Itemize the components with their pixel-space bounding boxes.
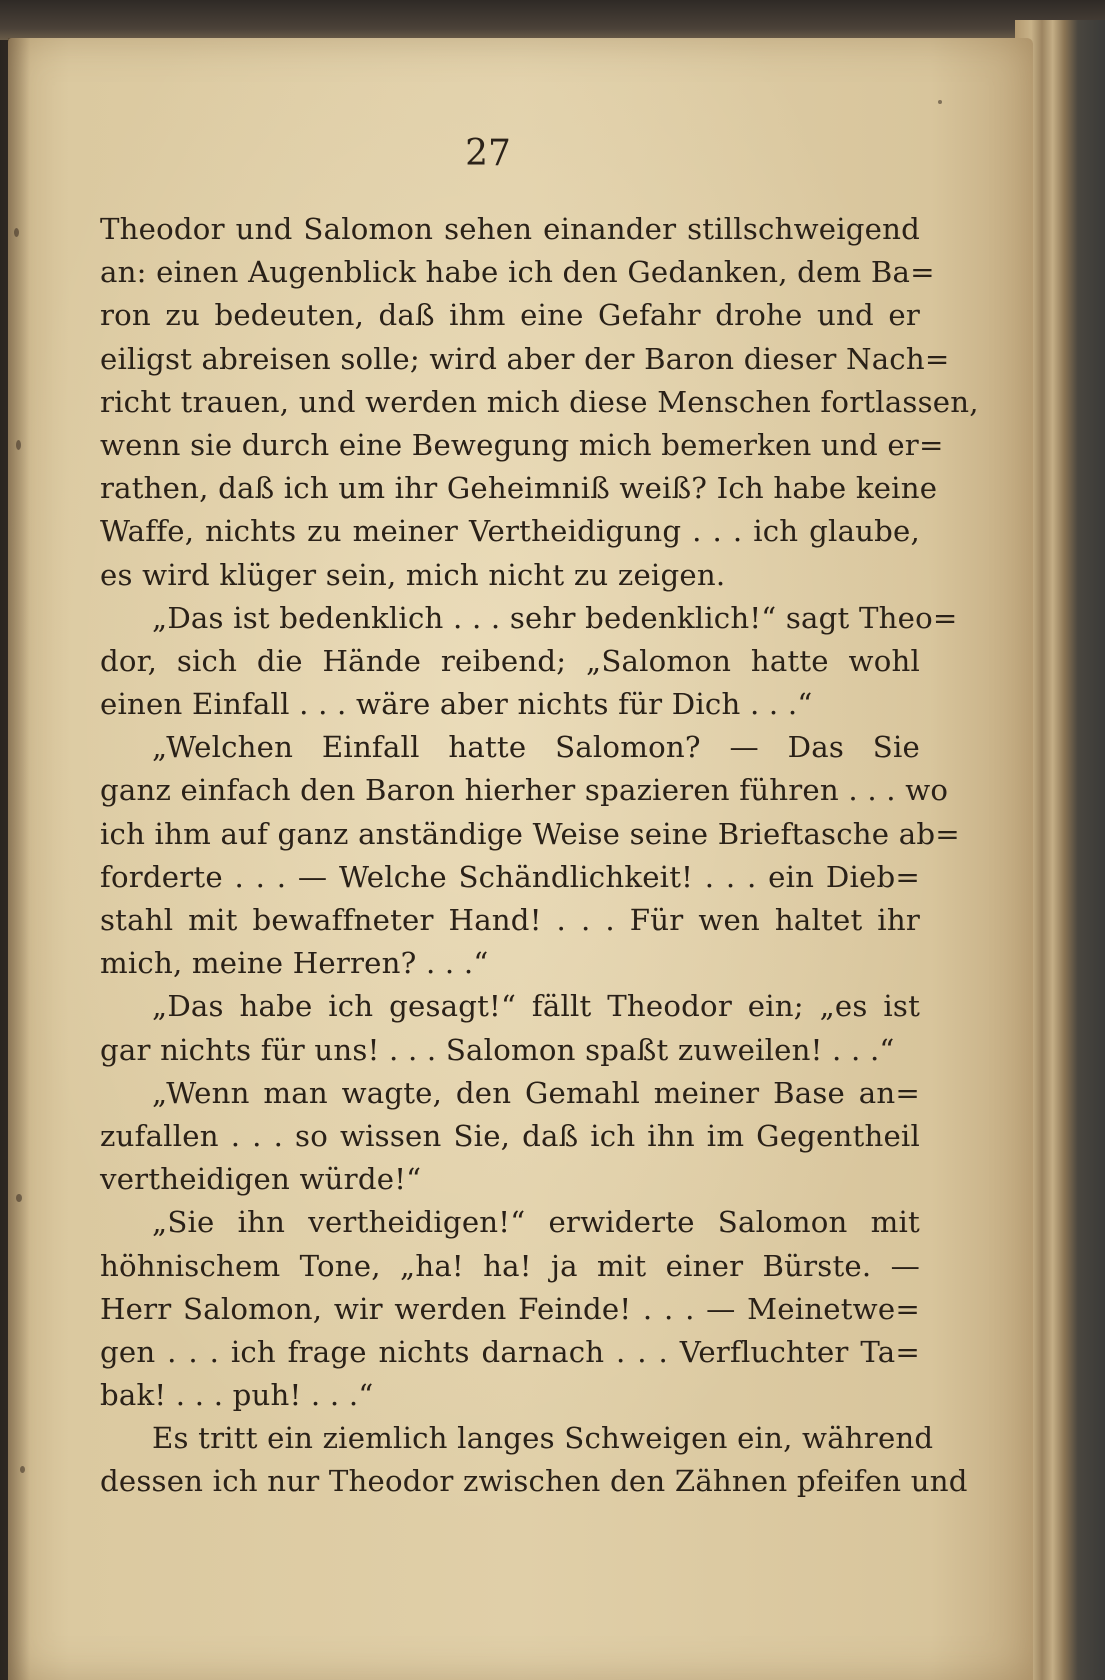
paper-speck [938,100,942,104]
text-line: stahl mit bewaffneter Hand! . . . Für wen haltet ihr [100,903,920,937]
text-line: „Welchen Einfall hatte Salomon? — Das Sie [152,730,920,765]
text-line: „Das ist bedenklich . . . sehr bedenklich!“ sagt Theo= [152,600,958,635]
text-line: richt trauen, und werden mich diese Menschen fortlassen, [100,384,979,419]
text-line: Herr Salomon, wir werden Feinde! . . . — Meinetwe= [100,1291,920,1326]
page-text [100,208,979,1504]
text-line: Waffe, nichts zu meiner Vertheidigung . . . ich glaube, [100,514,920,549]
paper-speck [16,1194,22,1202]
book-binding-top [0,0,1105,40]
text-line: „Das habe ich gesagt!“ fällt Theodor ein; „es ist [152,989,920,1024]
text-line: „Sie ihn vertheidigen!“ erwiderte Salomon mit [152,1205,920,1240]
text-line: forderte . . . — Welche Schändlichkeit! . . . ein Dieb= [100,859,920,894]
text-line: eiligst abreisen solle; wird aber der Baron dieser Nach= [100,341,950,376]
page-number: 27 [465,133,511,174]
book-page [8,38,1033,1680]
text-line: vertheidigen würde!“ [100,1162,422,1197]
text-line: dor, sich die Hände reibend; „Salomon hatte wohl [100,643,920,678]
text-line: ich ihm auf ganz anständige Weise seine Brieftasche ab= [100,816,960,851]
text-line: ganz einfach den Baron hierher spazieren führen . . . wo [100,773,949,808]
paper-speck [14,228,19,237]
text-line: einen Einfall . . . wäre aber nichts für Dich . . .“ [100,687,813,722]
text-line: dessen ich nur Theodor zwischen den Zähnen pfeifen und [100,1464,968,1499]
text-line: Theodor und Salomon sehen einander stillschweigend [100,212,920,246]
text-line: an: einen Augenblick habe ich den Gedanken, dem Ba= [100,255,935,290]
text-line: „Wenn man wagte, den Gemahl meiner Base an= [152,1075,920,1110]
text-line: höhnischem Tone, „ha! ha! ja mit einer Bürste. — [100,1248,920,1283]
text-line: es wird klüger sein, mich nicht zu zeigen. [100,557,726,592]
text-line: wenn sie durch eine Bewegung mich bemerken und er= [100,427,944,462]
text-line: mich, meine Herren? . . .“ [100,946,489,981]
paper-speck [16,440,21,450]
text-line: bak! . . . puh! . . .“ [100,1378,374,1413]
text-line: gar nichts für uns! . . . Salomon spaßt zuweilen! . . .“ [100,1032,895,1067]
paper-speck [20,1466,25,1473]
text-line: zufallen . . . so wissen Sie, daß ich ihn im Gegentheil [100,1118,920,1153]
text-line: Es tritt ein ziemlich langes Schweigen ein, während [152,1421,934,1456]
text-line: ron zu bedeuten, daß ihm eine Gefahr drohe und er [100,298,920,333]
text-line: rathen, daß ich um ihr Geheimniß weiß? Ich habe keine [100,471,938,506]
page-gutter-shadow [8,38,30,1680]
text-line: gen . . . ich frage nichts darnach . . . Verfluchter Ta= [100,1334,920,1369]
